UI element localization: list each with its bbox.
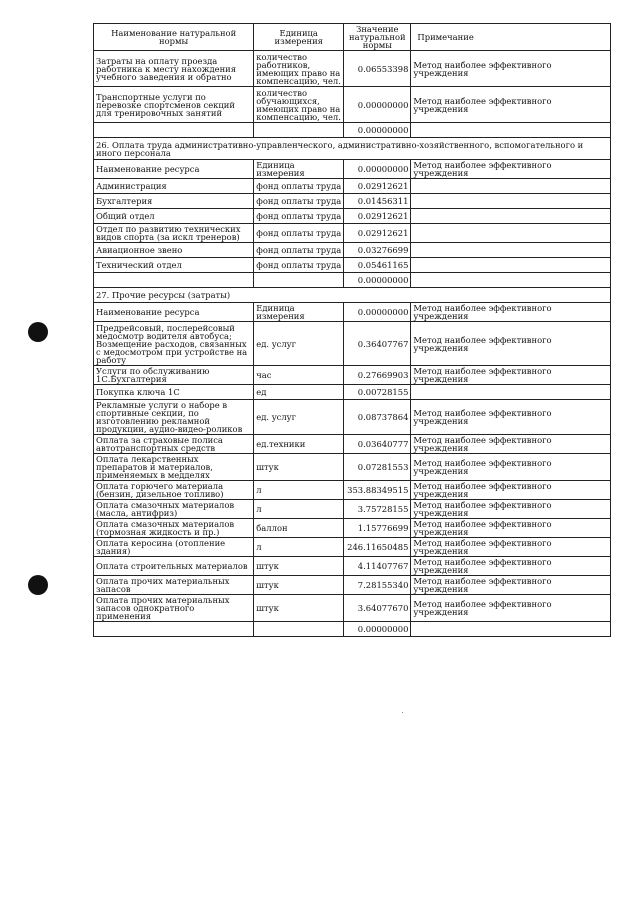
cell-note bbox=[411, 243, 611, 258]
cell-value: 3.64077670 bbox=[344, 595, 411, 622]
cell-name: Оплата горючего материала (бензин, дизельное топливо) bbox=[94, 481, 254, 500]
cell-unit: час bbox=[254, 366, 344, 385]
cell-note: Метод наиболее эффективного учреждения bbox=[411, 160, 611, 179]
cell-name: Оплата керосина (отопление здания) bbox=[94, 538, 254, 557]
cell-name: Технический отдел bbox=[94, 258, 254, 273]
cell-value: 246.11650485 bbox=[344, 538, 411, 557]
table-row bbox=[94, 538, 611, 557]
cell-value: 0.01456311 bbox=[344, 194, 411, 209]
cell-unit: баллон bbox=[254, 519, 344, 538]
cell-value: 7.28155340 bbox=[344, 576, 411, 595]
cell-name: Оплата прочих материальных запасов однократного применения bbox=[94, 595, 254, 622]
cell-name: Транспортные услуги по перевозке спортсменов секций для тренировочных занятий bbox=[94, 87, 254, 123]
cell-name: Оплата за страховые полиса автотранспортных средств bbox=[94, 435, 254, 454]
cell-value: 0.05461165 bbox=[344, 258, 411, 273]
cell-unit bbox=[254, 273, 344, 288]
cell-value: 0.06553398 bbox=[344, 51, 411, 87]
cell-unit: л bbox=[254, 481, 344, 500]
cell-unit: Единица измерения bbox=[254, 160, 344, 179]
table-row bbox=[94, 209, 611, 224]
table-row bbox=[94, 519, 611, 538]
cell-value: 1.15776699 bbox=[344, 519, 411, 538]
table-row bbox=[94, 160, 611, 179]
cell-unit: количество обучающихся, имеющих право на компенсацию, чел. bbox=[254, 87, 344, 123]
cell-note: Метод наиболее эффективного учреждения bbox=[411, 366, 611, 385]
cell-name bbox=[94, 622, 254, 637]
cell-unit: л bbox=[254, 500, 344, 519]
section-26-title: 26. Оплата труда административно-управленческого, административно-хозяйственного, вспомогательного и иного персонала bbox=[94, 138, 611, 160]
cell-unit: л bbox=[254, 538, 344, 557]
cell-unit: ед.техники bbox=[254, 435, 344, 454]
cell-value: 0.02912621 bbox=[344, 179, 411, 194]
cell-name bbox=[94, 273, 254, 288]
cell-unit: ед. услуг bbox=[254, 322, 344, 366]
cell-note: Метод наиболее эффективного учреждения bbox=[411, 435, 611, 454]
cell-value: 0.00728155 bbox=[344, 385, 411, 400]
cell-note: Метод наиболее эффективного учреждения bbox=[411, 303, 611, 322]
header-unit: Единица измерения bbox=[254, 24, 344, 51]
table-row bbox=[94, 123, 611, 138]
cell-unit: фонд оплаты труда bbox=[254, 179, 344, 194]
punch-hole-bottom bbox=[28, 575, 48, 595]
cell-note bbox=[411, 179, 611, 194]
header-value: Значение натуральной нормы bbox=[344, 24, 411, 51]
cell-unit: штук bbox=[254, 454, 344, 481]
cell-unit: штук bbox=[254, 595, 344, 622]
cell-name: Оплата лекарственных препаратов и материалов, применяемых в медделях bbox=[94, 454, 254, 481]
table-row bbox=[94, 481, 611, 500]
table-row bbox=[94, 258, 611, 273]
cell-value: 0.08737864 bbox=[344, 400, 411, 435]
cell-name: Оплата смазочных материалов (тормозная жидкость и пр.) bbox=[94, 519, 254, 538]
cell-note bbox=[411, 123, 611, 138]
cell-unit: Единица измерения bbox=[254, 303, 344, 322]
cell-value: 0.00000000 bbox=[344, 622, 411, 637]
table-row bbox=[94, 454, 611, 481]
cell-value: 0.03640777 bbox=[344, 435, 411, 454]
cell-unit: фонд оплаты труда bbox=[254, 258, 344, 273]
table-row bbox=[94, 243, 611, 258]
cell-name: Наименование ресурса bbox=[94, 160, 254, 179]
cell-value: 0.36407767 bbox=[344, 322, 411, 366]
cell-note: Метод наиболее эффективного учреждения bbox=[411, 400, 611, 435]
table-row bbox=[94, 51, 611, 87]
section-27-title-row bbox=[94, 288, 611, 303]
cell-note: Метод наиболее эффективного учреждения bbox=[411, 595, 611, 622]
cell-note: Метод наиболее эффективного учреждения bbox=[411, 538, 611, 557]
cell-unit: фонд оплаты труда bbox=[254, 209, 344, 224]
cell-value: 0.03276699 bbox=[344, 243, 411, 258]
section-26-title-row bbox=[94, 138, 611, 160]
cell-name: Оплата строительных материалов bbox=[94, 557, 254, 576]
table-row bbox=[94, 595, 611, 622]
cell-name: Оплата прочих материальных запасов bbox=[94, 576, 254, 595]
cell-value: 353.88349515 bbox=[344, 481, 411, 500]
cell-name: Предрейсовый, послерейсовый медосмотр водителя автобуса; Возмещение расходов, связанных с медосмотром при устройстве на работу bbox=[94, 322, 254, 366]
table-row bbox=[94, 273, 611, 288]
cell-name: Авиационное звено bbox=[94, 243, 254, 258]
table-row bbox=[94, 435, 611, 454]
cell-value: 0.00000000 bbox=[344, 303, 411, 322]
table-row bbox=[94, 194, 611, 209]
header-name: Наименование натуральной нормы bbox=[94, 24, 254, 51]
cell-unit: штук bbox=[254, 557, 344, 576]
table-row bbox=[94, 87, 611, 123]
cell-value: 0.00000000 bbox=[344, 123, 411, 138]
table-row bbox=[94, 303, 611, 322]
cell-name: Рекламные услуги о наборе в спортивные секции, по изготовлению рекламной продукции, аудио-видео-роликов bbox=[94, 400, 254, 435]
table-row bbox=[94, 500, 611, 519]
cell-name: Отдел по развитию технических видов спорта (за искл тренеров) bbox=[94, 224, 254, 243]
cell-name: Бухгалтерия bbox=[94, 194, 254, 209]
cell-value: 4.11407767 bbox=[344, 557, 411, 576]
table-row bbox=[94, 576, 611, 595]
cell-note: Метод наиболее эффективного учреждения bbox=[411, 454, 611, 481]
table-row bbox=[94, 322, 611, 366]
norms-table-body bbox=[94, 24, 611, 637]
cell-note: Метод наиболее эффективного учреждения bbox=[411, 500, 611, 519]
cell-note bbox=[411, 622, 611, 637]
cell-unit bbox=[254, 622, 344, 637]
cell-name: Затраты на оплату проезда работника к месту нахождения учебного заведения и обратно bbox=[94, 51, 254, 87]
cell-unit: ед bbox=[254, 385, 344, 400]
cell-note: Метод наиболее эффективного учреждения bbox=[411, 87, 611, 123]
cell-note bbox=[411, 273, 611, 288]
table-row bbox=[94, 385, 611, 400]
cell-value: 0.00000000 bbox=[344, 87, 411, 123]
cell-note: Метод наиболее эффективного учреждения bbox=[411, 519, 611, 538]
cell-note bbox=[411, 385, 611, 400]
cell-unit bbox=[254, 123, 344, 138]
cell-note bbox=[411, 258, 611, 273]
cell-note bbox=[411, 224, 611, 243]
table-row bbox=[94, 179, 611, 194]
cell-note bbox=[411, 194, 611, 209]
cell-value: 0.00000000 bbox=[344, 273, 411, 288]
norms-table bbox=[93, 23, 611, 637]
cell-unit: количество работников, имеющих право на компенсацию, чел. bbox=[254, 51, 344, 87]
cell-note: Метод наиболее эффективного учреждения bbox=[411, 576, 611, 595]
cell-name: Администрация bbox=[94, 179, 254, 194]
cell-unit: фонд оплаты труда bbox=[254, 194, 344, 209]
cell-name bbox=[94, 123, 254, 138]
table-row bbox=[94, 622, 611, 637]
cell-note: Метод наиболее эффективного учреждения bbox=[411, 481, 611, 500]
cell-unit: штук bbox=[254, 576, 344, 595]
cell-note: Метод наиболее эффективного учреждения bbox=[411, 322, 611, 366]
cell-unit: фонд оплаты труда bbox=[254, 243, 344, 258]
cell-name: Покупка ключа 1С bbox=[94, 385, 254, 400]
cell-value: 0.27669903 bbox=[344, 366, 411, 385]
table-row bbox=[94, 366, 611, 385]
cell-name: Наименование ресурса bbox=[94, 303, 254, 322]
table-row bbox=[94, 400, 611, 435]
punch-hole-top bbox=[28, 322, 48, 342]
table-row bbox=[94, 557, 611, 576]
cell-value: 0.07281553 bbox=[344, 454, 411, 481]
cell-name: Оплата смазочных материалов (масла, антифриз) bbox=[94, 500, 254, 519]
cell-note: Метод наиболее эффективного учреждения bbox=[411, 51, 611, 87]
table-row bbox=[94, 224, 611, 243]
cell-note: Метод наиболее эффективного учреждения bbox=[411, 557, 611, 576]
cell-name: Услуги по обслуживанию 1С.Бухгалтерия bbox=[94, 366, 254, 385]
header-note: Примечание bbox=[411, 24, 611, 51]
section-27-title: 27. Прочие ресурсы (затраты) bbox=[94, 288, 611, 303]
cell-name: Общий отдел bbox=[94, 209, 254, 224]
cell-value: 3.75728155 bbox=[344, 500, 411, 519]
cell-value: 0.02912621 bbox=[344, 209, 411, 224]
table-header-row bbox=[94, 24, 611, 51]
cell-unit: ед. услуг bbox=[254, 400, 344, 435]
cell-value: 0.00000000 bbox=[344, 160, 411, 179]
cell-unit: фонд оплаты труда bbox=[254, 224, 344, 243]
cell-value: 0.02912621 bbox=[344, 224, 411, 243]
scan-artifact bbox=[402, 712, 403, 713]
cell-note bbox=[411, 209, 611, 224]
